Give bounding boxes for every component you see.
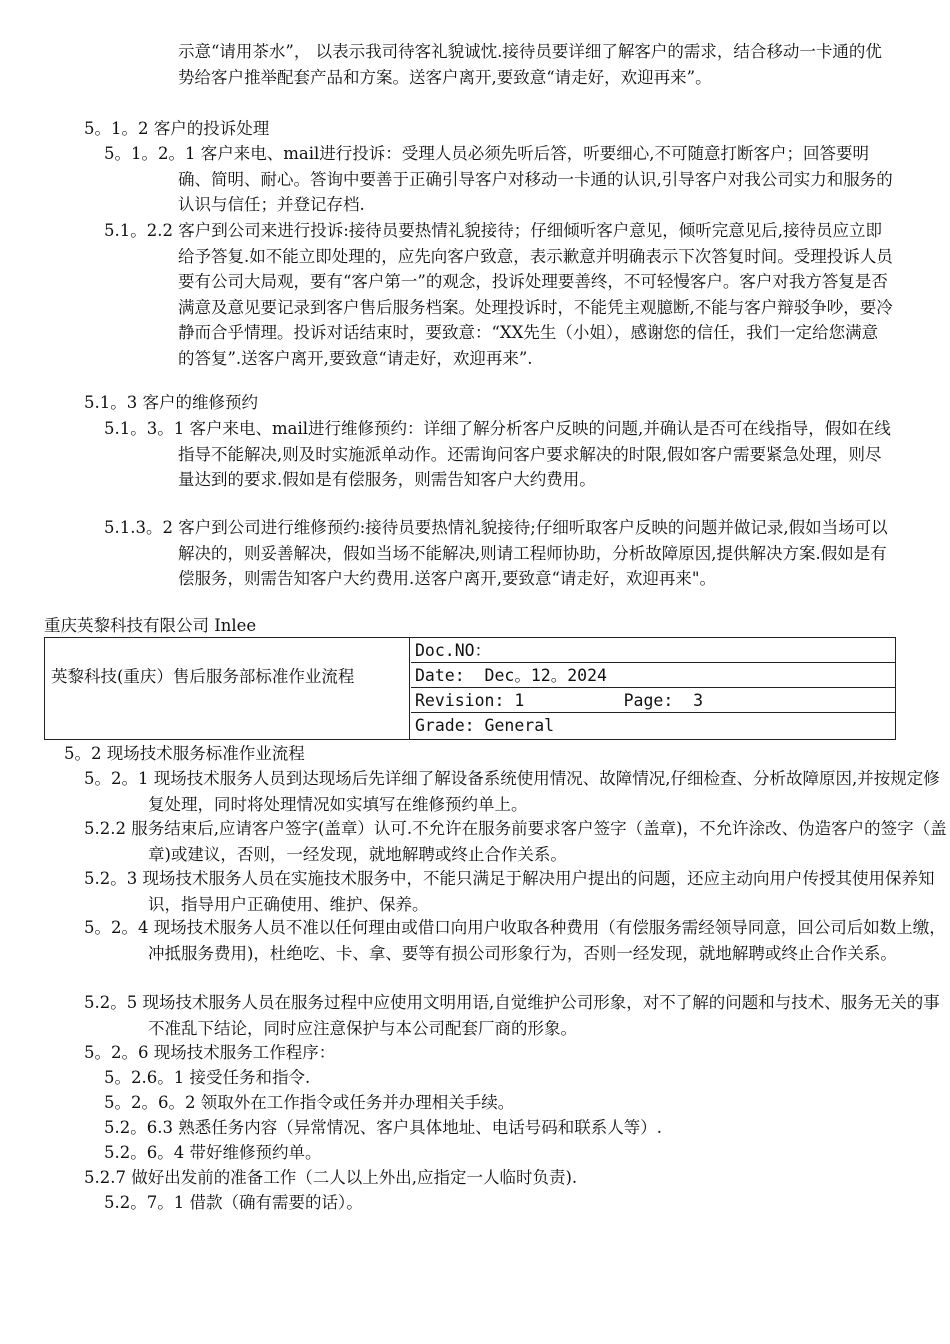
section-5-1-3-2-number: 5.1.3。2 [104,518,179,537]
section-5-2-title: 5。2 现场技术服务标准作业流程 [64,744,305,763]
section-5-2-3 [84,866,948,917]
section-5-2-3-number: 5.2。3 [84,869,143,888]
doc-date: Date: Dec。12。2024 [411,663,895,688]
section-5-2-6-1: 5。2.6。1 接受任务和指令. [104,1068,311,1087]
section-5-1-3-1 [104,416,894,493]
document-header-table [44,637,896,740]
section-5-1-2-title: 5。1。2 客户的投诉处理 [84,119,270,138]
section-5-2-5 [84,990,948,1041]
section-5-2-2-number: 5.2.2 [84,819,132,838]
company-name-line: 重庆英黎科技有限公司 Inlee [44,616,257,635]
section-5-2-6-4: 5.2。6。4 带好维修预约单。 [104,1143,322,1162]
section-5-1-2-2-text: 客户到公司来进行投诉:接待员要热情礼貌接待；仔细倾听客户意见，倾听完意见后,接待员应立即给予答复.如不能立即处理的，应先向客户致意，表示歉意并明确表示下次答复时间。受理投诉人员要有公司大局观，要有“客户第一”的观念，投诉处理要善终，不可轻慢客户。客户对我方答复是否满意及意见要记录到客户售后服务档案。处理投诉时，不能凭主观臆断,不能与客户辩驳争吵，要冷静而合乎情理。投诉对话结束时，要致意：“XX先生（小姐），感谢您的信任，我们一定给您满意的答复”.送客户离开,要致意“请走好，欢迎再来”. [178,221,893,368]
section-5-2-2-text: 服务结束后,应请客户签字(盖章）认可.不允许在服务前要求客户签字（盖章)，不允许涂改、伪造客户的签字（盖章)或建议，否则，一经发现，就地解聘或终止合作关系。 [131,819,947,864]
section-5-1-3-1-number: 5.1。3。1 [104,419,190,438]
section-5-2-4-number: 5。2。4 [84,918,154,937]
section-5-2-4-text: 现场技术服务人员不准以任何理由或借口向用户收取各种费用（有偿服务需经领导同意，回公司后如数上缴，冲抵服务费用)，杜绝吃、卡、拿、要等有损公司形象行为，否则一经发现，就地解聘或终止合作关系。 [148,918,946,963]
section-5-2-3-text: 现场技术服务人员在实施技术服务中，不能只满足于解决用户提出的问题，还应主动向用户传授其使用保养知识，指导用户正确使用、维护、保养。 [142,869,935,914]
section-5-2-7-title: 5.2.7 做好出发前的准备工作（二人以上外出,应指定一人临时负责). [84,1168,578,1187]
section-5-2-5-number: 5.2。5 [84,993,143,1012]
section-5-1-2-1 [104,141,894,218]
section-5-1-3-1-text: 客户来电、mail进行维修预约：详细了解分析客户反映的问题,并确认是否可在线指导，假如在线指导不能解决,则及时实施派单动作。还需询问客户要求解决的时限,假如客户需要紧急处理，则尽量达到的要求.假如是有偿服务，则需告知客户大约费用。 [178,419,891,490]
intro-paragraph: 示意“请用茶水”， 以表示我司待客礼貌诚忱.接待员要详细了解客户的需求，结合移动一卡通的优势给客户推举配套产品和方案。送客户离开,要致意“请走好，欢迎再来”。 [178,42,882,87]
section-5-1-2-2 [104,218,894,372]
section-5-2-1 [84,766,948,817]
section-5-2-1-text: 现场技术服务人员到达现场后先详细了解设备系统使用情况、故障情况,仔细检查、分析故障原因,并按规定修复处理，同时将处理情况如实填写在维修预约单上。 [148,769,940,814]
doc-number: Doc.NO： [411,638,895,663]
section-5-1-2-1-number: 5。1。2。1 [104,144,201,163]
section-5-1-3-2-text: 客户到公司进行维修预约:接待员要热情礼貌接待;仔细听取客户反映的问题并做记录,假如当场可以解决的，则妥善解决，假如当场不能解决,则请工程师协助，分析故障原因,提供解决方案.假如是有偿服务，则需告知客户大约费用.送客户离开,要致意“请走好，欢迎再来"。 [178,518,888,589]
section-5-1-3-2 [104,515,894,592]
section-5-2-2 [84,816,948,867]
section-5-2-6-3: 5.2。6.3 熟悉任务内容（异常情况、客户具体地址、电话号码和联系人等）. [104,1118,662,1137]
section-5-1-2-2-number: 5.1。2.2 [104,221,179,240]
section-5-1-2-1-text: 客户来电、mail进行投诉：受理人员必须先听后答，听要细心,不可随意打断客户；回答要明确、简明、耐心。答询中要善于正确引导客户对移动一卡通的认识,引导客户对我公司实力和服务的认识与信任；并登记存档. [178,144,893,215]
doc-revision-page: Revision: 1 Page: 3 [411,688,895,713]
section-5-1-3-title: 5.1。3 客户的维修预约 [84,393,258,412]
section-5-2-6-2: 5。2。6。2 领取外在工作指令或任务并办理相关手续。 [104,1093,515,1112]
section-5-2-1-number: 5。2。1 [84,769,154,788]
doc-grade: Grade: General [415,716,555,735]
section-5-2-5-text: 现场技术服务人员在服务过程中应使用文明用语,自觉维护公司形象，对不了解的问题和与技术、服务无关的事不准乱下结论，同时应注意保护与本公司配套厂商的形象。 [142,993,940,1038]
section-5-2-4 [84,915,948,966]
section-5-2-6-title: 5。2。6 现场技术服务工作程序： [84,1043,336,1062]
document-title: 英黎科技(重庆）售后服务部标准作业流程 [45,638,410,739]
section-5-2-7-1: 5.2。7。1 借款（确有需要的话）。 [104,1193,363,1212]
